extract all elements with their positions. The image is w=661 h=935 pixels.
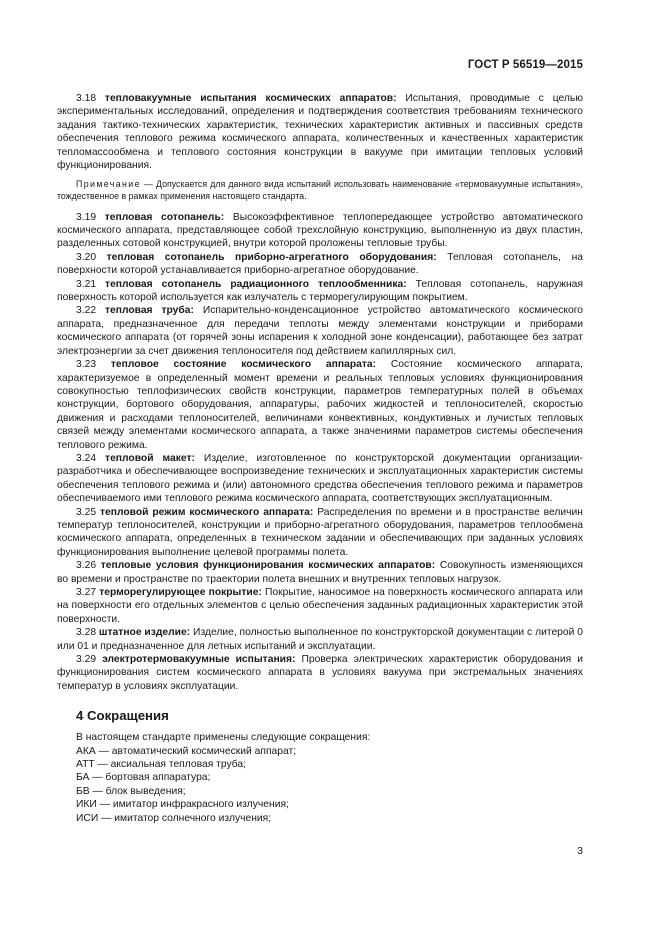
definition-number: 3.21: [76, 278, 97, 290]
definition-number: 3.23: [76, 359, 97, 371]
definition-term: штатное изделие:: [98, 627, 191, 639]
definition-number: 3.28: [76, 627, 97, 639]
definition-text: Совокупность изменяющихся во времени и пространстве по траектории полета внешних и внутренних тепловых нагрузок.: [57, 560, 583, 585]
definition-text: Испытания, проводимые с целью экспериментальных исследований, определения и подтверждения соответствия требованиям технического задания тактико-технических характеристик, технических характеристик активных и пассивных средств обеспечения теплового режима космического аппарата, количественных и качественных характеристик тепломассообмена и теплового состояния конструкции в вакууме при имитации тепловых условий функционирования.: [57, 93, 583, 172]
definition-text: Тепловая сотопанель, на поверхности которой устанавливается приборно-агрегатное оборудование.: [57, 251, 583, 277]
definition-3-26: [57, 559, 583, 586]
definition-term: тепловое состояние космического аппарата:: [110, 359, 377, 371]
definition-text: Тепловая сотопанель, наружная поверхность которой используется как излучатель с терморегулирующим покрытием.: [57, 278, 583, 304]
list-item: АКА — автоматический космический аппарат;: [76, 745, 297, 757]
definition-3-21: [57, 278, 583, 305]
note: [57, 179, 583, 202]
list-item: БА — бортовая аппаратура;: [76, 772, 211, 784]
definition-term: тепловые условия функционирования космических аппаратов:: [100, 560, 436, 572]
abbreviations-list: [76, 731, 583, 825]
definition-number: 3.19: [76, 211, 97, 223]
definition-3-20: [57, 251, 583, 278]
definition-3-24: [57, 452, 583, 506]
definition-number: 3.26: [76, 560, 97, 572]
definition-number: 3.29: [76, 654, 97, 666]
definition-term: тепловой режим космического аппарата:: [99, 506, 314, 518]
section-title: 4 Сокращения: [76, 708, 169, 724]
list-item: АТТ — аксиальная тепловая труба;: [76, 759, 246, 771]
definition-3-27: [57, 586, 583, 626]
definition-3-18: [57, 92, 583, 172]
definition-text: Проверка электрических характеристик оборудования и функционирования систем космического аппарата в условиях вакуума при экстремальных значениях температур в условиях эксплуатации.: [57, 654, 583, 692]
definition-3-29: [57, 653, 583, 693]
definition-text: Испарительно-конденсационное устройство автоматического космического аппарата, предназначенное для передачи теплоты между элементами конструкции и приборами космического аппарата (от горячей зоны испарения к холодной зоне конденсации), работающее без затрат электроэнергии за счет движения теплоносителя под действием капиллярных сил.: [57, 305, 583, 357]
definition-3-19: [57, 211, 583, 251]
document-code: ГОСТ Р 56519—2015: [467, 59, 583, 71]
note-label: Примечание: [76, 179, 141, 190]
definition-text: Высокоэффективное теплопередающее устройство автоматического космического аппарата, представляющее собой трехслойную конструкцию, выполненную из двух пластин, разделенных сотовой конструкцией, внутри которой проложены тепловые трубы.: [57, 211, 583, 250]
definition-3-28: [57, 626, 583, 653]
definition-term: тепловакуумные испытания космических аппаратов:: [104, 93, 397, 104]
definition-term: тепловая сотопанель:: [104, 211, 225, 223]
definition-text: Изделие, полностью выполненное по конструкторской документации с литерой 0 или 01 и предназначенное для летных испытаний и эксплуатации.: [57, 627, 583, 652]
definition-number: 3.20: [76, 251, 97, 263]
definition-term: тепловая сотопанель радиационного теплообменника:: [105, 278, 407, 290]
page-content: [57, 92, 583, 825]
definition-number: 3.22: [76, 305, 97, 317]
definition-number: 3.27: [76, 587, 97, 598]
definition-text: Изделие, изготовленное по конструкторской документации организации-разработчика и обеспечивающее воспроизведение технических и эксплуатационных характеристик системы обеспечения теплового режима и (или) автономного средства обеспечения теплового режима и параметров обеспечиваемого ими теплового режима космического аппарата, соответствующих эксплуатационным.: [57, 452, 583, 505]
definition-term: тепловая сотопанель приборно-агрегатного оборудования:: [106, 251, 437, 263]
definition-term: терморегулирующее покрытие:: [99, 587, 262, 598]
definition-3-22: [57, 304, 583, 358]
note-text: — Допускается для данного вида испытаний использовать наименование «термовакуумные испытания», тождественное в рамках применения настоящего стандарта.: [57, 179, 583, 202]
definition-term: тепловой макет:: [105, 452, 195, 464]
list-item: ИСИ — имитатор солнечного излучения;: [76, 812, 272, 824]
definition-text: Состояние космического аппарата, характеризуемое в определенный момент времени и реальных тепловых условиях функционирования совокупностью теплофизических свойств конструкции, параметров температурных полей в объемах конструкции, бортового оборудования, аппаратуры, рабочих жидкостей и теплоносителей, скоростью движения и расходами теплоносителей, величинами конвективных, кондуктивных и лучистых тепловых связей между элементами космического аппарата, а также значениями параметров системы обеспечения теплового режима.: [57, 359, 583, 451]
list-intro: В настоящем стандарте применены следующие сокращения:: [76, 732, 371, 744]
definition-term: тепловая труба:: [104, 305, 194, 317]
definition-number: 3.25: [76, 506, 97, 518]
definition-number: 3.24: [76, 452, 97, 464]
definition-text: Распределения по времени и в пространстве величин температур теплоносителей, конструкции и приборно-агрегатного оборудования, параметров теплообмена космического аппарата, определенных в техническом задании и обеспечивающих при заданных условиях функционирования выполнение целевой программы полета.: [57, 506, 583, 558]
page-number: 3: [577, 845, 583, 857]
definition-text: Покрытие, наносимое на поверхность космического аппарата или на поверхности его отдельных элементов с целью обеспечения заданных радиационных характеристик этой поверхности.: [57, 587, 583, 625]
definition-number: 3.18: [76, 93, 97, 104]
definition-3-23: [57, 358, 583, 452]
list-item: ИКИ — имитатор инфракрасного излучения;: [76, 799, 289, 811]
definition-3-25: [57, 506, 583, 560]
list-item: БВ — блок выведения;: [76, 785, 186, 797]
definition-term: электротермовакуумные испытания:: [102, 654, 296, 666]
